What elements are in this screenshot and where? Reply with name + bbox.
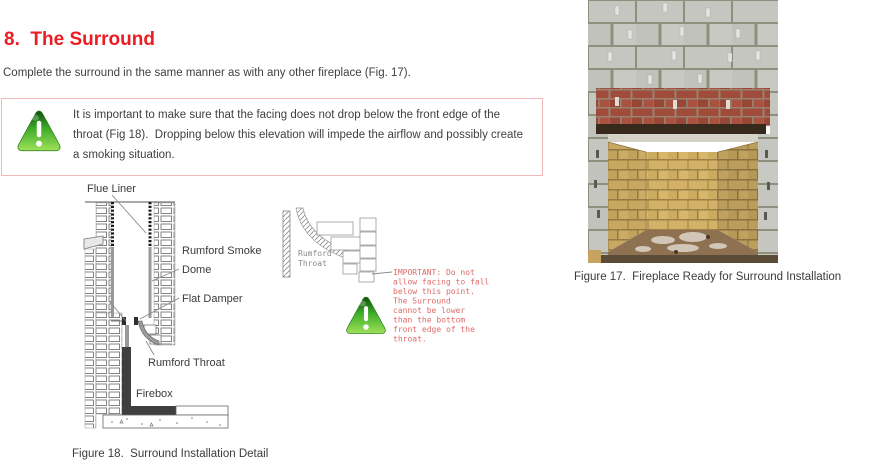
rumford-throat-cad-label: Rumford Throat: [298, 249, 332, 268]
important-note-text: IMPORTANT: Do not allow facing to fall below this point. The Surround cannot be lower than the bottom front edge of the throat.: [393, 268, 490, 344]
rumford-smoke-label: Rumford Smoke: [182, 245, 262, 257]
fig17-fireplace-photo: [588, 0, 778, 263]
red-brick-band: [592, 88, 770, 126]
firebox-label: Firebox: [136, 388, 173, 400]
section-heading: 8. The Surround: [4, 29, 155, 50]
concrete-ledge: [594, 134, 762, 142]
flue-liner-label: Flue Liner: [87, 183, 136, 195]
fig18-caption: Figure 18. Surround Installation Detail: [72, 448, 269, 460]
warning-line: throat (Fig 18). Dropping below this elevation will impede the airflow and possibly create: [73, 129, 524, 141]
left-masonry: [84, 203, 122, 428]
warning-line: It is important to make sure that the facing does not drop below the front edge of the: [73, 109, 501, 121]
firebox-interior: [608, 142, 758, 255]
alert-triangle-icon: [347, 297, 386, 333]
flat-damper-label: Flat Damper: [182, 293, 243, 305]
firebox-wall-hatched: [283, 211, 290, 277]
note-leader-line: [372, 272, 392, 274]
alert-triangle-icon: [15, 104, 63, 157]
lintel-bar: [594, 124, 766, 134]
warning-text: [73, 105, 538, 165]
warning-line: a smoking situation.: [73, 149, 175, 161]
hearth-front-edge: [588, 255, 778, 263]
dome-label: Dome: [182, 264, 212, 276]
flue-liner-lines: [113, 202, 151, 318]
rumford-throat-label: Rumford Throat: [148, 357, 225, 369]
intro-paragraph: Complete the surround in the same manner as with any other fireplace (Fig. 17).: [3, 67, 411, 79]
throat-detail-diagram: [280, 205, 510, 355]
fig18-cross-section-diagram: [82, 175, 282, 440]
wood-shim: [588, 250, 601, 263]
fig17-caption: Figure 17. Fireplace Ready for Surround Installation: [574, 271, 842, 283]
warning-callout-box: [1, 98, 543, 176]
